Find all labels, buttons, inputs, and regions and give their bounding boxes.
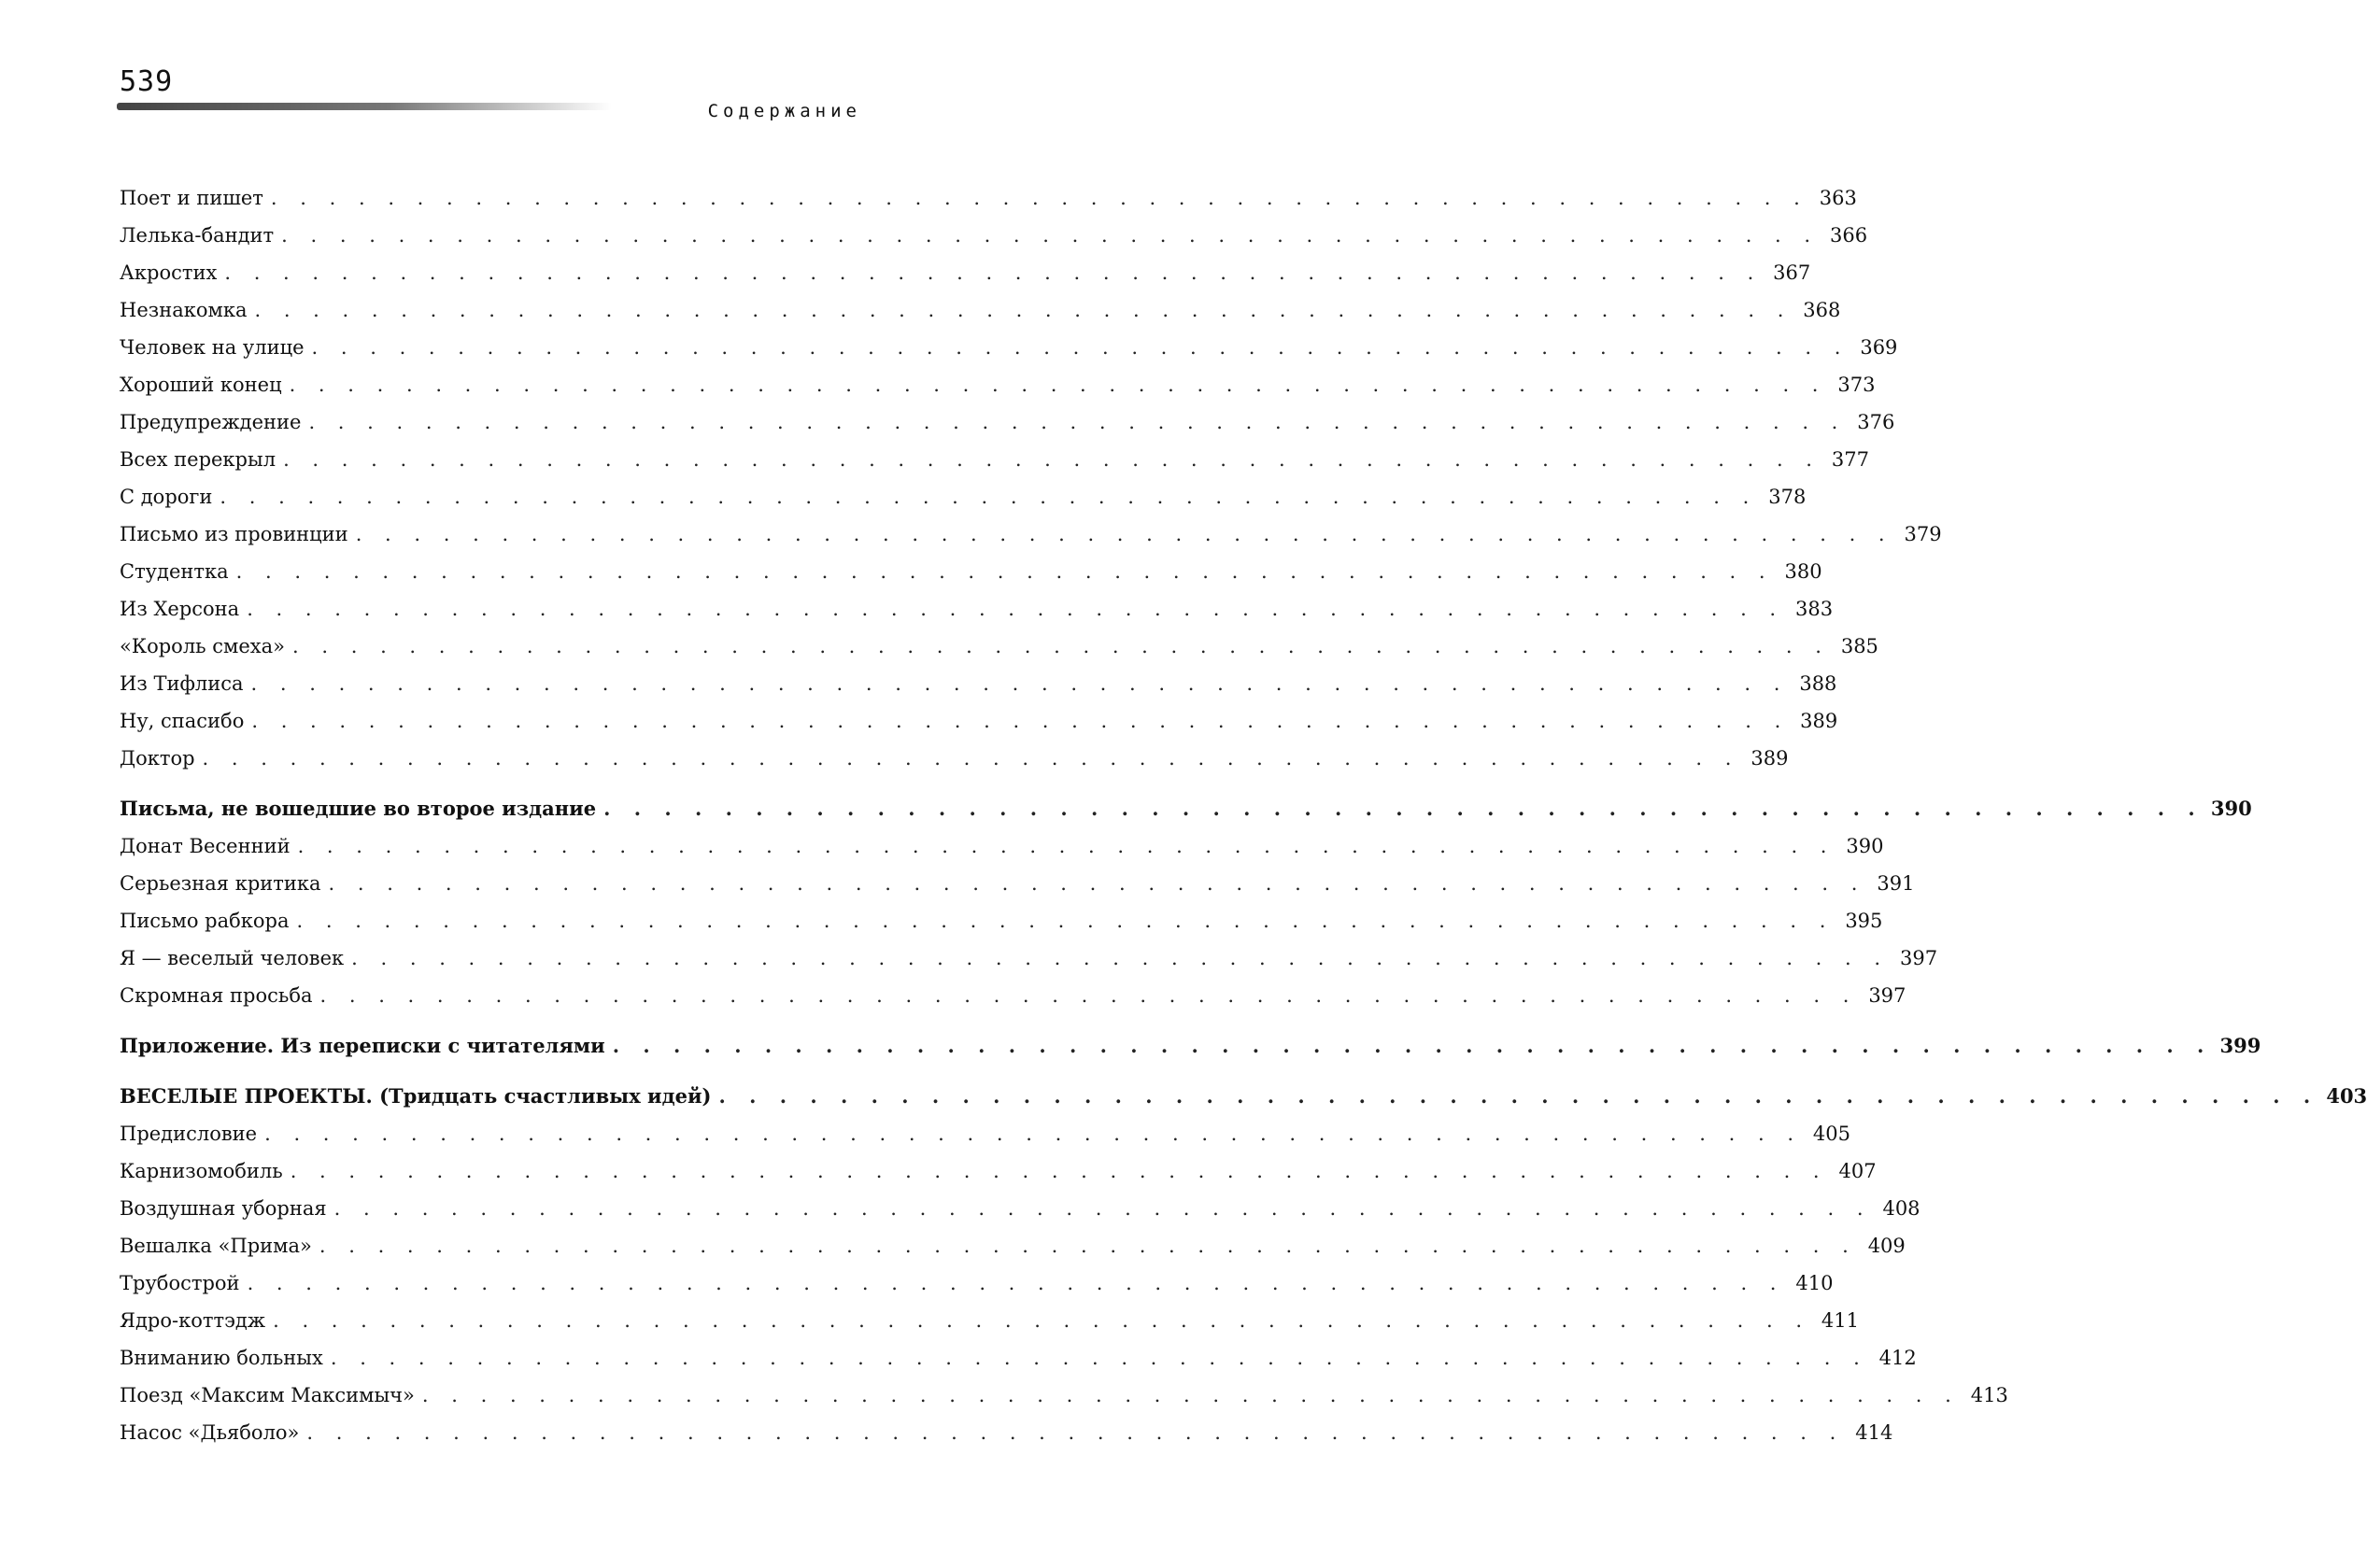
- dot-leader: . . . . . . . . . . . . . . . . . . . . . . . . . . . . . . . . . . . . . . . . . . . . . . . . . . . . .: [306, 1421, 1845, 1444]
- toc-entry-page: 388: [1799, 672, 1837, 695]
- toc-entry: [120, 217, 1868, 254]
- toc-entry: [120, 553, 1822, 590]
- toc-entry-title: Поет и пишет: [120, 187, 263, 209]
- toc-entry: [120, 702, 1838, 740]
- dot-leader: . . . . . . . . . . . . . . . . . . . . . . . . . . . . . . . . . . . . . . . . . . . . . . . . . . . . .: [603, 797, 2204, 820]
- toc-entry-title: ВЕСЕЛЫЕ ПРОЕКТЫ. (Тридцать счастливых идей): [120, 1084, 712, 1108]
- toc-entry-page: 395: [1845, 910, 1883, 932]
- toc-entry: [120, 1377, 2008, 1414]
- toc-entry: [120, 1414, 1893, 1451]
- toc-entry: [120, 1264, 1834, 1302]
- toc-entry-title: Письмо из провинции: [120, 523, 348, 545]
- dot-leader: . . . . . . . . . . . . . . . . . . . . . . . . . . . . . . . . . . . . . . . . . . . . . . . . . . . . .: [308, 411, 1847, 433]
- toc-entry-page: 408: [1882, 1197, 1921, 1220]
- toc-entry-title: Акростих: [120, 261, 218, 284]
- dot-leader: . . . . . . . . . . . . . . . . . . . . . . . . . . . . . . . . . . . . . . . . . . . . . . . . . . . . .: [247, 598, 1785, 620]
- toc-entry-title: Вниманию больных: [120, 1347, 323, 1369]
- toc-entry-page: 409: [1867, 1235, 1906, 1257]
- toc-entry-page: 390: [2210, 797, 2252, 820]
- dot-leader: . . . . . . . . . . . . . . . . . . . . . . . . . . . . . . . . . . . . . . . . . . . . . . . . . . . . .: [355, 523, 1893, 545]
- toc-entry: [120, 977, 1906, 1014]
- toc-entry-page: 379: [1904, 523, 1942, 545]
- dot-leader: . . . . . . . . . . . . . . . . . . . . . . . . . . . . . . . . . . . . . . . . . . . . . . . . . . . . .: [251, 710, 1790, 732]
- toc-entry-title: Скромная просьба: [120, 984, 313, 1007]
- dot-leader: . . . . . . . . . . . . . . . . . . . . . . . . . . . . . . . . . . . . . . . . . . . . . . . . . . . . .: [296, 910, 1835, 932]
- header-rule: [117, 103, 612, 110]
- dot-leader: . . . . . . . . . . . . . . . . . . . . . . . . . . . . . . . . . . . . . . . . . . . . . . . . . . . . .: [281, 224, 1820, 247]
- toc-entry-title: Вешалка «Прима»: [120, 1235, 312, 1257]
- toc-entry-page: 412: [1878, 1347, 1917, 1369]
- dot-leader: . . . . . . . . . . . . . . . . . . . . . . . . . . . . . . . . . . . . . . . . . . . . . . . . . . . . .: [283, 448, 1821, 471]
- toc-entry: [120, 827, 1884, 865]
- toc-entry-page: 363: [1819, 187, 1857, 209]
- toc-entry-page: 380: [1784, 560, 1822, 583]
- dot-leader: . . . . . . . . . . . . . . . . . . . . . . . . . . . . . . . . . . . . . . . . . . . . . . . . . . . . .: [292, 635, 1830, 657]
- toc-entry: [120, 1227, 1906, 1264]
- toc-entry-page: 369: [1860, 336, 1898, 359]
- toc-entry: [120, 516, 1942, 553]
- dot-leader: . . . . . . . . . . . . . . . . . . . . . . . . . . . . . . . . . . . . . . . . . . . . . . . . . . . . .: [289, 374, 1827, 396]
- toc-entry-page: 385: [1840, 635, 1878, 657]
- dot-leader: . . . . . . . . . . . . . . . . . . . . . . . . . . . . . . . . . . . . . . . . . . . . . . . . . . . . .: [319, 984, 1858, 1007]
- toc-entry-title: Приложение. Из переписки с читателями: [120, 1034, 605, 1057]
- toc-entry-page: 411: [1821, 1309, 1859, 1332]
- toc-entry-page: 390: [1846, 835, 1884, 857]
- dot-leader: . . . . . . . . . . . . . . . . . . . . . . . . . . . . . . . . . . . . . . . . . . . . . . . . . . . . .: [351, 947, 1890, 969]
- dot-leader: . . . . . . . . . . . . . . . . . . . . . . . . . . . . . . . . . . . . . . . . . . . . . . . . . . . . .: [264, 1123, 1803, 1145]
- toc-entry-title: Письма, не вошедшие во второе издание: [120, 797, 597, 820]
- toc-entry-title: Ну, спасибо: [120, 710, 245, 732]
- toc-entry-title: Предупреждение: [120, 411, 302, 433]
- toc-entry: [120, 1302, 1859, 1339]
- toc-entry: [120, 291, 1841, 329]
- toc-entry: [120, 441, 1869, 478]
- toc-entry-page: 414: [1855, 1421, 1893, 1444]
- dot-leader: . . . . . . . . . . . . . . . . . . . . . . . . . . . . . . . . . . . . . . . . . . . . . . . . . . . . .: [297, 835, 1835, 857]
- toc-entry: [120, 590, 1834, 628]
- toc-entry: [120, 329, 1898, 366]
- toc-entry-title: Из Тифлиса: [120, 672, 244, 695]
- toc-entry: [120, 740, 1789, 777]
- toc-entry-title: Незнакомка: [120, 299, 248, 321]
- toc-entry-title: Воздушная уборная: [120, 1197, 327, 1220]
- toc-entry-page: 410: [1795, 1272, 1834, 1294]
- toc-entry: [120, 939, 1938, 977]
- toc-entry-title: Всех перекрыл: [120, 448, 276, 471]
- dot-leader: . . . . . . . . . . . . . . . . . . . . . . . . . . . . . . . . . . . . . . . . . . . . . . . . . . . . .: [718, 1084, 2319, 1108]
- toc-entry-title: Карнизомобиль: [120, 1160, 283, 1182]
- toc-entry-page: 366: [1829, 224, 1868, 247]
- toc-entry-title: Насос «Дьяболо»: [120, 1421, 300, 1444]
- toc-entry-page: 383: [1795, 598, 1834, 620]
- dot-leader: . . . . . . . . . . . . . . . . . . . . . . . . . . . . . . . . . . . . . . . . . . . . . . . . . . . . .: [270, 187, 1808, 209]
- toc-entry-page: 397: [1868, 984, 1906, 1007]
- toc-entry: [120, 665, 1837, 702]
- toc-entry-page: 405: [1812, 1123, 1851, 1145]
- toc-entry-title: Донат Весенний: [120, 835, 291, 857]
- toc-entry-page: 407: [1838, 1160, 1877, 1182]
- dot-leader: . . . . . . . . . . . . . . . . . . . . . . . . . . . . . . . . . . . . . . . . . . . . . . . . . . . . .: [250, 672, 1789, 695]
- dot-leader: . . . . . . . . . . . . . . . . . . . . . . . . . . . . . . . . . . . . . . . . . . . . . . . . . . . . .: [421, 1384, 1960, 1406]
- toc-section-heading: [120, 1078, 2367, 1115]
- toc-entry-title: Я — веселый человек: [120, 947, 345, 969]
- toc-entry: [120, 179, 1857, 217]
- toc-section-heading: [120, 790, 2252, 827]
- toc-entry-title: Письмо рабкора: [120, 910, 290, 932]
- toc-entry-page: 376: [1857, 411, 1895, 433]
- toc-entry-title: Доктор: [120, 747, 195, 770]
- toc-entry-title: Трубострой: [120, 1272, 240, 1294]
- dot-leader: . . . . . . . . . . . . . . . . . . . . . . . . . . . . . . . . . . . . . . . . . . . . . . . . . . . . .: [254, 299, 1793, 321]
- dot-leader: . . . . . . . . . . . . . . . . . . . . . . . . . . . . . . . . . . . . . . . . . . . . . . . . . . . . .: [224, 261, 1763, 284]
- toc-entry: [120, 1152, 1877, 1190]
- toc-entry: [120, 478, 1807, 516]
- dot-leader: . . . . . . . . . . . . . . . . . . . . . . . . . . . . . . . . . . . . . . . . . . . . . . . . . . . . .: [247, 1272, 1785, 1294]
- dot-leader: . . . . . . . . . . . . . . . . . . . . . . . . . . . . . . . . . . . . . . . . . . . . . . . . . . . . .: [290, 1160, 1828, 1182]
- toc-entry-title: Ядро-коттэдж: [120, 1309, 266, 1332]
- toc-entry-title: Поезд «Максим Максимыч»: [120, 1384, 415, 1406]
- toc-entry-title: С дороги: [120, 486, 213, 508]
- toc-entry-title: Лелька-бандит: [120, 224, 275, 247]
- dot-leader: . . . . . . . . . . . . . . . . . . . . . . . . . . . . . . . . . . . . . . . . . . . . . . . . . . . . .: [612, 1034, 2213, 1057]
- toc-entry: [120, 254, 1811, 291]
- toc-entry: [120, 403, 1895, 441]
- toc-entry: [120, 1339, 1917, 1377]
- toc-section-heading: [120, 1027, 2261, 1065]
- toc-entry-page: 389: [1750, 747, 1789, 770]
- dot-leader: . . . . . . . . . . . . . . . . . . . . . . . . . . . . . . . . . . . . . . . . . . . . . . . . . . . . .: [220, 486, 1758, 508]
- toc-entry-title: Предисловие: [120, 1123, 258, 1145]
- toc-entry: [120, 366, 1876, 403]
- dot-leader: . . . . . . . . . . . . . . . . . . . . . . . . . . . . . . . . . . . . . . . . . . . . . . . . . . . . .: [319, 1235, 1857, 1257]
- toc-entry-title: Человек на улице: [120, 336, 305, 359]
- dot-leader: . . . . . . . . . . . . . . . . . . . . . . . . . . . . . . . . . . . . . . . . . . . . . . . . . . . . .: [311, 336, 1850, 359]
- dot-leader: . . . . . . . . . . . . . . . . . . . . . . . . . . . . . . . . . . . . . . . . . . . . . . . . . . . . .: [330, 1347, 1868, 1369]
- dot-leader: . . . . . . . . . . . . . . . . . . . . . . . . . . . . . . . . . . . . . . . . . . . . . . . . . . . . .: [328, 872, 1866, 895]
- dot-leader: . . . . . . . . . . . . . . . . . . . . . . . . . . . . . . . . . . . . . . . . . . . . . . . . . . . . .: [273, 1309, 1810, 1332]
- toc-entry-page: 368: [1803, 299, 1841, 321]
- toc-entry-title: «Король смеха»: [120, 635, 286, 657]
- toc-entry: [120, 902, 1883, 939]
- toc-entry: [120, 628, 1878, 665]
- toc-entry-page: 378: [1768, 486, 1807, 508]
- toc-entry-title: Студентка: [120, 560, 229, 583]
- toc-entry-page: 373: [1837, 374, 1876, 396]
- toc-entry: [120, 865, 1915, 902]
- toc-entry-page: 413: [1970, 1384, 2008, 1406]
- toc-entry: [120, 1115, 1851, 1152]
- toc-entry-title: Из Херсона: [120, 598, 240, 620]
- toc-entry-title: Хороший конец: [120, 374, 282, 396]
- table-of-contents: [120, 179, 2367, 1451]
- toc-entry: [120, 1190, 1921, 1227]
- toc-entry-page: 399: [2219, 1034, 2261, 1057]
- toc-entry-page: 389: [1800, 710, 1838, 732]
- page-number: 539: [120, 65, 174, 98]
- toc-entry-page: 377: [1831, 448, 1869, 471]
- toc-entry-page: 391: [1877, 872, 1915, 895]
- dot-leader: . . . . . . . . . . . . . . . . . . . . . . . . . . . . . . . . . . . . . . . . . . . . . . . . . . . . .: [333, 1197, 1872, 1220]
- toc-entry-page: 403: [2326, 1084, 2367, 1108]
- toc-entry-title: Серьезная критика: [120, 872, 321, 895]
- dot-leader: . . . . . . . . . . . . . . . . . . . . . . . . . . . . . . . . . . . . . . . . . . . . . . . . . . . . .: [202, 747, 1740, 770]
- toc-entry-page: 367: [1773, 261, 1811, 284]
- section-title: Содержание: [707, 101, 861, 121]
- toc-entry-page: 397: [1899, 947, 1938, 969]
- dot-leader: . . . . . . . . . . . . . . . . . . . . . . . . . . . . . . . . . . . . . . . . . . . . . . . . . . . . .: [235, 560, 1774, 583]
